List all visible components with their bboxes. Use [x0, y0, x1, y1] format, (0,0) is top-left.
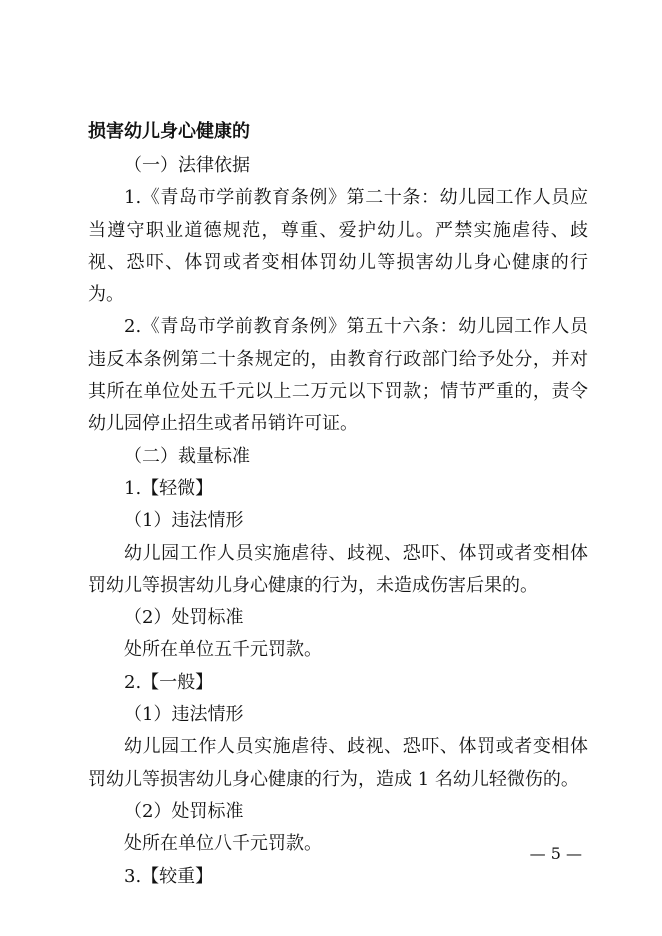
document-body: [88, 150, 588, 893]
paragraph-level-minor: 1.【轻微】: [124, 477, 214, 499]
paragraph-minor-penalty-text: 处所在单位五千元罚款。: [124, 639, 322, 661]
paragraph-general-violation-heading: （1）违法情形: [124, 704, 244, 726]
paragraph-minor-violation-text: 幼儿园工作人员实施虐待、歧视、恐吓、体罚或者变相体罚幼儿等损害幼儿身心健康的行为，未造成伤害后果的。: [88, 542, 588, 596]
paragraph-general-violation-text: 幼儿园工作人员实施虐待、歧视、恐吓、体罚或者变相体罚幼儿等损害幼儿身心健康的行为，造成 1 名幼儿轻微伤的。: [88, 736, 588, 790]
paragraph-minor-violation-heading: （1）违法情形: [124, 510, 244, 532]
paragraph-discretion-standard-heading: （二）裁量标准: [124, 445, 250, 467]
section-heading: 损害幼儿身心健康的: [88, 121, 250, 142]
paragraph-level-general: 2.【一般】: [124, 671, 214, 693]
paragraph-minor-penalty-heading: （2）处罚标准: [124, 607, 244, 629]
page-number: — 5 —: [529, 844, 582, 863]
paragraph-article-56: 2.《青岛市学前教育条例》第五十六条：幼儿园工作人员违反本条例第二十条规定的，由教育行政部门给予处分，并对其所在单位处五千元以上二万元以下罚款；情节严重的，责令幼儿园停止招生或者吊销许可证。: [88, 316, 588, 435]
paragraph-article-20: 1.《青岛市学前教育条例》第二十条：幼儿园工作人员应当遵守职业道德规范，尊重、爱护幼儿。严禁实施虐待、歧视、恐吓、体罚或者变相体罚幼儿等损害幼儿身心健康的行为。: [88, 187, 588, 306]
paragraph-general-penalty-heading: （2）处罚标准: [124, 800, 244, 822]
paragraph-level-serious: 3.【较重】: [124, 865, 214, 887]
paragraph-general-penalty-text: 处所在单位八千元罚款。: [124, 833, 322, 855]
paragraph-legal-basis-heading: （一）法律依据: [124, 155, 250, 176]
